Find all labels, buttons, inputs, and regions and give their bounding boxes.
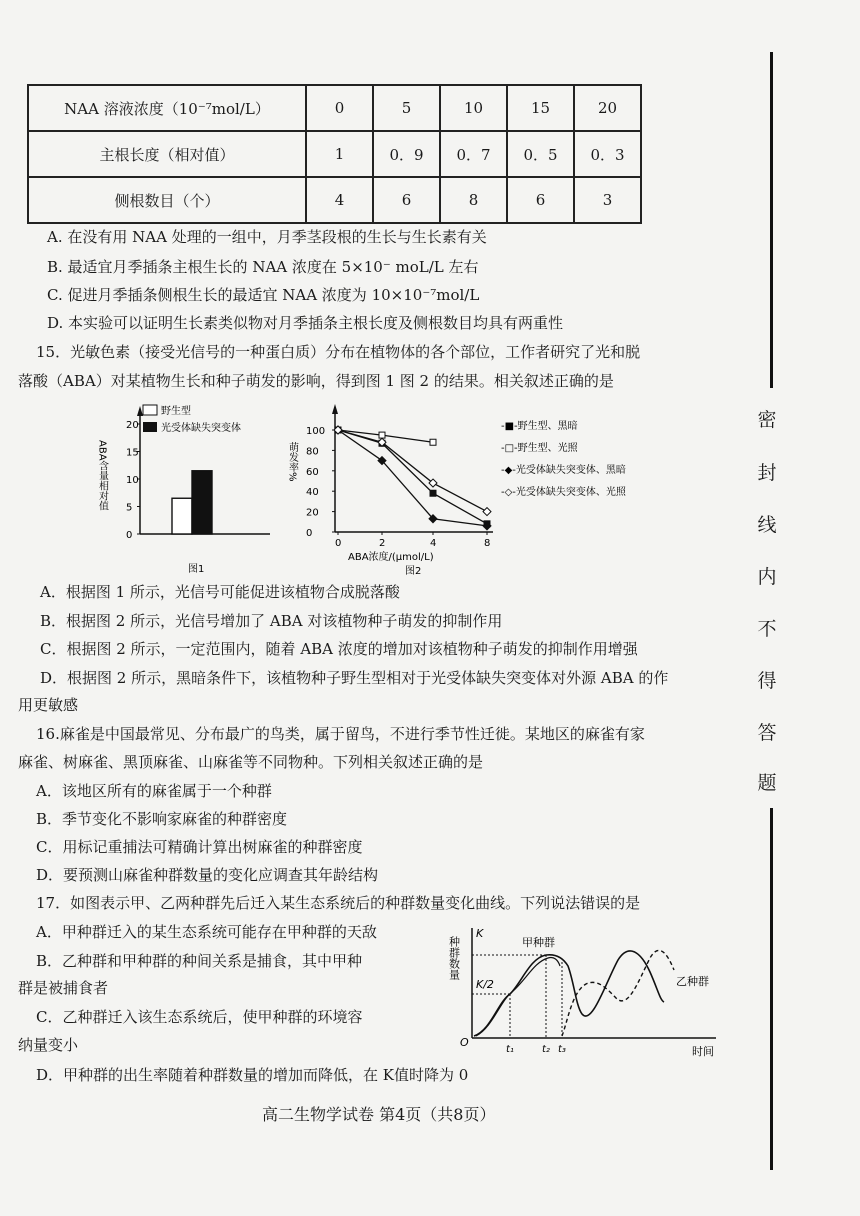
- table-row: [28, 85, 641, 131]
- q16-option-b: B．季节变化不影响家麻雀的种群密度: [36, 810, 288, 828]
- table-cell: 0: [306, 85, 373, 131]
- table-cell: 5: [373, 85, 440, 131]
- fig3-xlabel: 时间: [692, 1045, 714, 1058]
- q17-option-c: C．乙种群迁入该生态系统后，使甲种群的环境容: [36, 1008, 363, 1026]
- q15-option-b: B．根据图 2 所示，光信号增加了 ABA 对该植物种子萌发的抑制作用: [40, 612, 503, 630]
- table-cell: 6: [373, 177, 440, 223]
- fig3-t3: t₃: [558, 1044, 566, 1055]
- q16-stem: 16.麻雀是中国最常见、分布最广的鸟类，属于留鸟，不进行季节性迁徙。某地区的麻雀有家: [36, 725, 645, 743]
- fig1-y-tick-label: 10: [126, 475, 139, 486]
- fig1-legend-wild: 野生型: [161, 406, 191, 417]
- fig1-bar: [172, 498, 192, 534]
- table-cell: 0．3: [574, 131, 641, 177]
- fig2-x-tick-label: 4: [430, 538, 437, 549]
- fig2-x-tick-label: 8: [484, 538, 491, 549]
- q15-option-a: A．根据图 1 所示，光信号可能促进该植物合成脱落酸: [40, 583, 400, 601]
- q17-stem: 17．如图表示甲、乙两种群先后迁入某生态系统后的种群数量变化曲线。下列说法错误的是: [36, 894, 641, 912]
- fig1-caption: 图1: [188, 564, 205, 575]
- q14-option-d: D. 本实验可以证明生长素类似物对月季插条主根长度及侧根数目均具有两重性: [47, 314, 564, 332]
- q14-option-a: A. 在没有用 NAA 处理的一组中，月季茎段根的生长与生长素有关: [47, 228, 487, 246]
- q17-option-b-cont: 群是被捕食者: [18, 979, 109, 997]
- table-cell: 3: [574, 177, 641, 223]
- seal-line-bottom: [770, 808, 773, 1170]
- q15-stem: 15．光敏色素（接受光信号的一种蛋白质）分布在植物体的各个部位，工作者研究了光和脱: [36, 343, 641, 361]
- fig1-axis-arrow: [137, 406, 143, 416]
- fig2-axis-arrow: [332, 404, 338, 414]
- q17-option-c-cont: 纳量变小: [18, 1036, 79, 1054]
- q17-option-d: D．甲种群的出生率随着种群数量的增加而降低，在 K值时降为 0: [36, 1066, 469, 1084]
- fig2-point: [430, 490, 436, 496]
- table-cell: 20: [574, 85, 641, 131]
- fig1-legend-mutant: 光受体缺失突变体: [161, 423, 241, 434]
- table-cell: 侧根数目（个）: [28, 177, 306, 223]
- seal-line-top: [770, 52, 773, 388]
- fig1-legend-swatch-mutant: [143, 422, 157, 432]
- seal-char: 答: [757, 722, 777, 744]
- table-cell: 8: [440, 177, 507, 223]
- naa-table: [27, 84, 642, 224]
- q15-option-c: C．根据图 2 所示，一定范围内，随着 ABA 浓度的增加对该植物种子萌发的抑制作用增强: [40, 640, 638, 658]
- q15-option-d: D．根据图 2 所示，黑暗条件下，该植物种子野生型相对于光受体缺失突变体对外源 ABA 的作: [40, 669, 669, 687]
- fig3-label-species-a: 甲种群: [522, 936, 555, 949]
- table-cell: 0．7: [440, 131, 507, 177]
- fig2-series-line: [338, 430, 487, 512]
- q16-option-d: D．要预测山麻雀种群数量的变化应调查其年龄结构: [36, 866, 379, 884]
- fig2-y-tick-label: 60: [306, 466, 319, 478]
- table-cell: 15: [507, 85, 574, 131]
- table-cell: 10: [440, 85, 507, 131]
- fig2-legend-3: -◇-光受体缺失突变体、光照: [501, 487, 626, 498]
- fig2-ylabel: 萌发率%: [286, 442, 298, 482]
- fig2-legend-2: -◆-光受体缺失突变体、黑暗: [501, 465, 626, 476]
- q15-stem-cont: 落酸（ABA）对某植物生长和种子萌发的影响，得到图 1 图 2 的结果。相关叙述正确的是: [18, 372, 614, 390]
- fig3-label-species-b: 乙种群: [676, 975, 709, 988]
- table-cell: 4: [306, 177, 373, 223]
- seal-char: 内: [757, 566, 777, 588]
- q16-stem-cont: 麻雀、树麻雀、黑顶麻雀、山麻雀等不同物种。下列相关叙述正确的是: [18, 753, 484, 771]
- fig3-k2-label: K/2: [476, 978, 494, 991]
- fig2-point: [430, 439, 436, 445]
- fig3-curve-species-a-inner: [476, 957, 560, 1036]
- table-cell: 0．9: [373, 131, 440, 177]
- fig3-ylabel: 种群数量: [447, 936, 461, 980]
- seal-char: 线: [757, 514, 777, 536]
- fig2-xlabel: ABA浓度/(μmol/L): [348, 552, 434, 563]
- table-cell: NAA 溶液浓度（10⁻⁷mol/L）: [28, 85, 306, 131]
- fig2-x-tick-label: 0: [335, 538, 342, 549]
- fig1-y-tick-label: 20: [126, 420, 139, 431]
- table-row: [28, 131, 641, 177]
- q16-option-c: C．用标记重捕法可精确计算出树麻雀的种群密度: [36, 838, 363, 856]
- figure-2-line-chart: [288, 402, 683, 577]
- fig2-legend-0: -■-野生型、黑暗: [501, 421, 578, 432]
- table-cell: 主根长度（相对值）: [28, 131, 306, 177]
- fig3-origin: O: [460, 1036, 469, 1049]
- fig3-t2: t₂: [542, 1044, 550, 1055]
- fig2-point: [483, 508, 491, 516]
- table-row: [28, 177, 641, 223]
- fig1-y-tick-label: 5: [126, 502, 133, 514]
- q14-option-c: C. 促进月季插条侧根生长的最适宜 NAA 浓度为 10×10⁻⁷mol/L: [47, 286, 480, 304]
- q15-option-d-cont: 用更敏感: [18, 696, 79, 714]
- fig3-k-label: K: [476, 927, 484, 940]
- fig2-y-tick-label: 40: [306, 487, 319, 499]
- figure-1-bar-chart: [88, 402, 288, 580]
- seal-char: 密: [757, 409, 777, 431]
- q14-option-b: B. 最适宜月季插条主根生长的 NAA 浓度在 5×10⁻ moL/L 左右: [47, 258, 479, 276]
- fig2-point: [379, 432, 385, 438]
- q16-option-a: A．该地区所有的麻雀属于一个种群: [36, 782, 272, 800]
- fig1-y-tick-label: 0: [126, 530, 133, 541]
- table-cell: 0．5: [507, 131, 574, 177]
- seal-char: 封: [757, 462, 777, 484]
- fig3-curve-species-b: [562, 950, 674, 1036]
- seal-char: 得: [757, 670, 777, 692]
- fig2-y-tick-label: 20: [306, 507, 319, 519]
- seal-char: 不: [757, 618, 777, 640]
- q17-option-b: B．乙种群和甲种群的种间关系是捕食，其中甲种: [36, 952, 363, 970]
- fig2-y-tick-label: 80: [306, 446, 319, 458]
- fig2-caption: 图2: [405, 566, 422, 577]
- fig3-curve-species-a: [474, 951, 664, 1036]
- q17-option-a: A．甲种群迁入的某生态系统可能存在甲种群的天敌: [36, 923, 377, 941]
- fig1-legend-swatch-wild: [143, 405, 157, 415]
- fig2-y-tick-label: 100: [306, 426, 326, 437]
- page-footer: 高二生物学试卷 第4页（共8页）: [262, 1105, 496, 1124]
- fig2-x-tick-label: 2: [379, 538, 386, 549]
- table-cell: 6: [507, 177, 574, 223]
- fig1-ylabel: ABA含量相对值: [96, 440, 108, 511]
- fig1-y-tick-label: 15: [126, 447, 139, 459]
- table-cell: 1: [306, 131, 373, 177]
- fig2-series-line: [338, 430, 487, 524]
- fig3-t1: t₁: [506, 1044, 514, 1055]
- fig2-legend-1: -□-野生型、光照: [501, 443, 578, 454]
- fig2-y-tick-label: 0: [306, 528, 313, 539]
- figure-3-population-curve: [446, 922, 736, 1062]
- seal-char: 题: [757, 772, 777, 794]
- fig1-bar: [192, 471, 212, 534]
